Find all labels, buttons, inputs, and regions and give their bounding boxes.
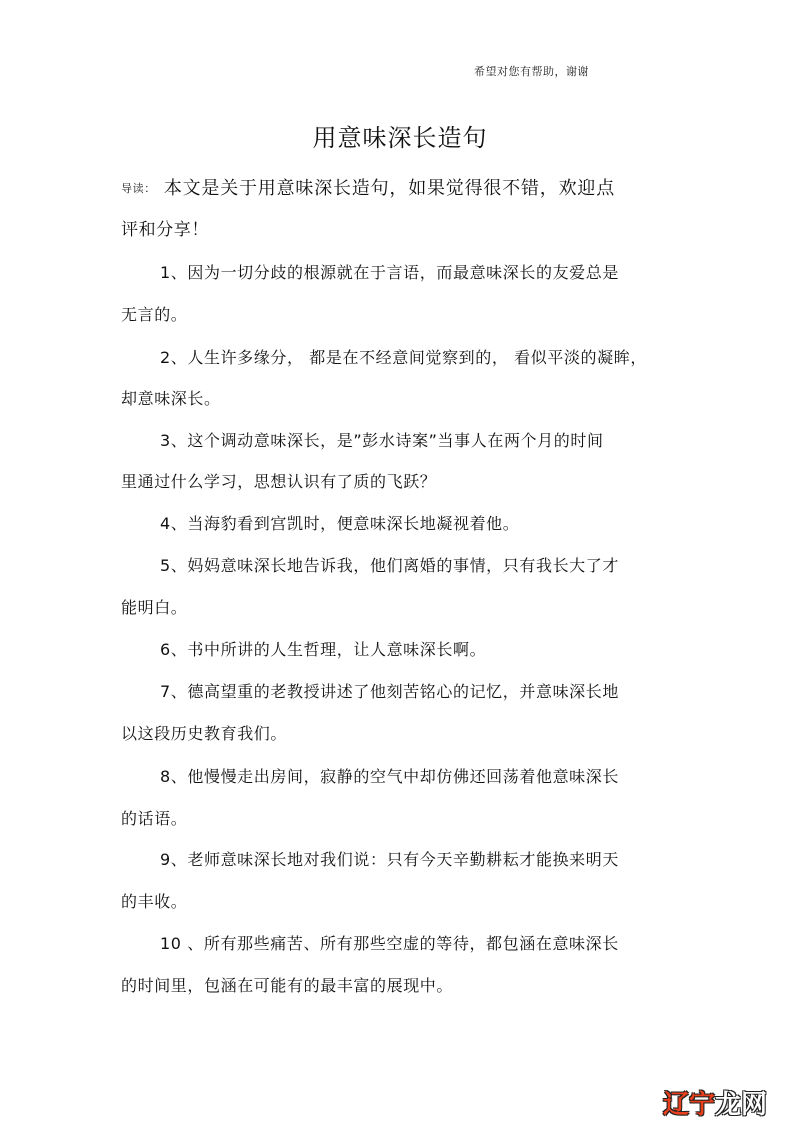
sentence-10-line-2: 的时间里，包涵在可能有的最丰富的展现中。 <box>121 976 454 995</box>
sentence-5-line-2: 能明白。 <box>121 598 188 617</box>
sentence-5-line-1: 5、妈妈意味深长地告诉我，他们离婚的事情，只有我长大了才 <box>160 556 619 575</box>
sentence-8-line-1: 8、他慢慢走出房间，寂静的空气中却仿佛还回荡着他意味深长 <box>160 767 619 786</box>
sentence-3-line-2: 里通过什么学习，思想认识有了质的飞跃？ <box>121 472 437 491</box>
sentence-2-line-1: 2、人生许多缘分， 都是在不经意间觉察到的， 看似平淡的凝眸， <box>160 348 647 367</box>
sentence-10-line-1: 10 、所有那些痛苦、所有那些空虚的等待，都包涵在意味深长 <box>160 934 619 953</box>
page-title: 用意味深长造句 <box>312 124 488 152</box>
sentence-1-line-2: 无言的。 <box>121 305 188 324</box>
sentence-3-line-1: 3、这个调动意味深长，是”彭水诗案”当事人在两个月的时间 <box>160 431 604 450</box>
watermark-part-2: 龙网 <box>715 1090 768 1120</box>
sentence-7-line-1: 7、德高望重的老教授讲述了他刻苦铭心的记忆，并意味深长地 <box>160 682 619 701</box>
header-note: 希望对您有帮助，谢谢 <box>474 65 589 78</box>
sentence-9-line-1: 9、老师意味深长地对我们说：只有今天辛勤耕耘才能换来明天 <box>160 850 619 869</box>
sentence-1-line-1: 1、因为一切分歧的根源就在于言语，而最意味深长的友爱总是 <box>160 263 619 282</box>
watermark-part-1: 辽宁 <box>663 1090 716 1120</box>
sentence-2-line-2: 却意味深长。 <box>121 389 221 408</box>
sentence-8-line-2: 的话语。 <box>121 809 188 828</box>
sentence-4-line-1: 4、当海豹看到宫凯时，便意味深长地凝视着他。 <box>160 514 520 533</box>
intro-label: 导读： <box>121 182 156 195</box>
watermark-logo <box>663 1084 767 1121</box>
sentence-9-line-2: 的丰收。 <box>121 892 188 911</box>
intro-line-1 <box>121 174 615 200</box>
intro-text: 本文是关于用意味深长造句，如果觉得很不错，欢迎点 <box>163 178 616 199</box>
intro-line-2: 评和分享！ <box>121 220 209 240</box>
sentence-6-line-1: 6、书中所讲的人生哲理，让人意味深长啊。 <box>160 640 487 659</box>
sentence-7-line-2: 以这段历史教育我们。 <box>121 724 288 743</box>
